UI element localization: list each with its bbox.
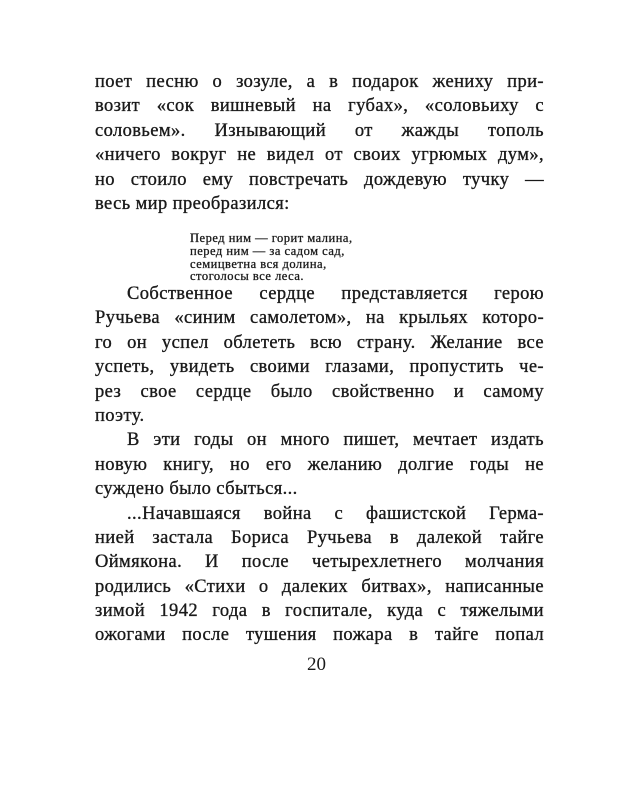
poem-line: перед ним — за садом сад, <box>190 243 345 258</box>
text-line: поэту. <box>95 405 145 426</box>
poem-line: Перед ним — горит малина, <box>190 231 353 245</box>
text-line: родились «Стихи о далеких битвах», написанные <box>95 576 544 597</box>
text-line: «ничего вокруг не видел от своих угрюмых дум», <box>95 145 544 166</box>
text-line: соловьем». Изнывающий от жажды тополь <box>95 120 544 141</box>
text-line: весь мир преобразился: <box>95 193 290 214</box>
text-line: ...Начавшаяся война с фашистской Герма- <box>127 503 544 524</box>
text-line: го он успел облететь всю страну. Желание все <box>95 332 544 353</box>
text-line: возит «сок вишневый на губах», «соловьиху с <box>95 96 544 117</box>
text-line: нией застала Бориса Ручьева в далекой тайге <box>95 527 544 548</box>
text-line: но стоило ему повстречать дождевую тучку — <box>95 169 544 190</box>
text-line: В эти годы он много пишет, мечтает издать <box>127 430 544 451</box>
page-number: 20 <box>307 654 326 675</box>
poem-line: стоголосы все леса. <box>190 269 305 284</box>
poem-quote <box>190 232 353 283</box>
text-line: Собственное сердце представляется герою <box>127 284 544 304</box>
text-line: зимой 1942 года в госпитале, куда с тяжелыми <box>95 601 544 622</box>
text-line: рез свое сердце было свойственно и самому <box>95 381 544 402</box>
text-line: Ручьева «синим самолетом», на крыльях которо- <box>95 308 544 329</box>
text-line: успеть, увидеть своими глазами, пропустить че- <box>95 357 544 378</box>
poem-line: семицветна вся долина, <box>190 256 327 271</box>
text-line: новую книгу, но его желанию долгие годы не <box>95 454 544 475</box>
text-line: ожогами после тушения пожара в тайге попал <box>95 625 544 646</box>
text-line: суждено было сбыться... <box>95 479 298 500</box>
text-line: Оймякона. И после четырехлетнего молчания <box>95 552 544 573</box>
paragraph-1 <box>95 70 544 216</box>
text-line: поет песню о зозуле, а в подарок жениху при- <box>95 72 544 92</box>
body-text <box>95 282 544 648</box>
